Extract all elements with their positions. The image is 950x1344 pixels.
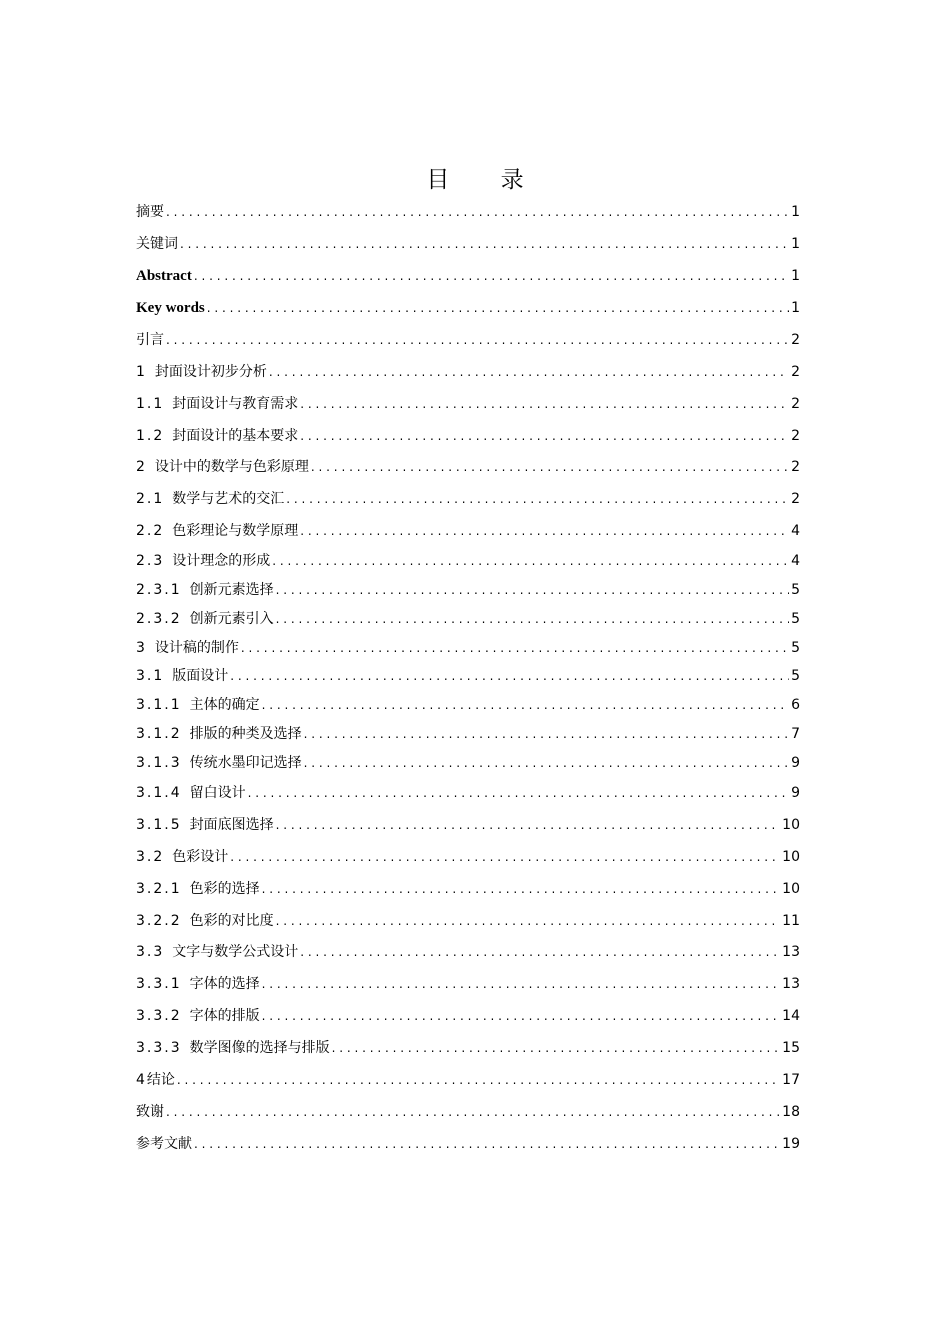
dot-leader — [311, 456, 789, 478]
toc-entry[interactable] — [136, 425, 800, 447]
toc-entry-page-number: 1 — [791, 268, 800, 284]
toc-entry[interactable] — [136, 752, 800, 774]
toc-entry-number: 3.2.2 — [136, 913, 182, 929]
dot-leader — [300, 520, 789, 542]
toc-entry-page-number: 5 — [791, 668, 800, 684]
toc-entry[interactable] — [136, 265, 800, 287]
toc-entry-title: Abstract — [136, 268, 192, 284]
toc-entry[interactable] — [136, 488, 800, 510]
toc-entry-number: 3.2.1 — [136, 881, 182, 897]
toc-entry-label — [136, 637, 239, 659]
toc-entry-label — [136, 878, 260, 900]
dot-leader — [262, 878, 781, 900]
toc-entry-number: 3.1.1 — [136, 697, 182, 713]
toc-entry-title: 数学与艺术的交汇 — [172, 491, 285, 507]
toc-entry-page-number: 14 — [782, 1008, 800, 1024]
toc-entry[interactable] — [136, 665, 800, 687]
toc-entry-title: 封面设计与教育需求 — [172, 396, 299, 412]
dot-leader — [276, 579, 789, 601]
toc-entry-title: 主体的确定 — [189, 697, 260, 713]
toc-entry-label — [136, 608, 274, 630]
toc-entry-number: 3.1 — [136, 668, 165, 684]
dot-leader — [194, 265, 789, 287]
toc-entry-page-number: 5 — [791, 582, 800, 598]
toc-entry[interactable] — [136, 723, 800, 745]
toc-entry[interactable] — [136, 694, 800, 716]
toc-entry-label — [136, 550, 270, 572]
toc-entry[interactable] — [136, 1133, 800, 1155]
toc-entry-title: 版面设计 — [172, 668, 229, 684]
toc-entry[interactable] — [136, 233, 800, 255]
toc-entry-number: 3.1.4 — [136, 785, 182, 801]
toc-entry-number: 1 — [136, 364, 147, 380]
toc-entry-label — [136, 846, 228, 868]
toc-entry-label — [136, 1037, 330, 1059]
toc-entry-title: 色彩的对比度 — [189, 913, 274, 929]
toc-entry[interactable] — [136, 361, 800, 383]
toc-entry-label — [136, 361, 267, 383]
dot-leader — [230, 665, 789, 687]
page-title: 目 录 — [426, 167, 546, 193]
toc-entry[interactable] — [136, 329, 800, 351]
dot-leader — [286, 488, 789, 510]
toc-entry-label — [136, 1101, 164, 1123]
toc-entry[interactable] — [136, 1069, 800, 1091]
toc-entry-number: 3.3 — [136, 944, 165, 960]
toc-entry-label — [136, 973, 260, 995]
toc-entry-title: 创新元素引入 — [189, 611, 274, 627]
toc-entry-number: 3.1.3 — [136, 755, 182, 771]
toc-entry-title: 色彩理论与数学原理 — [172, 523, 299, 539]
toc-entry-title: 设计稿的制作 — [154, 640, 239, 656]
dot-leader — [241, 637, 789, 659]
toc-entry-title: 封面底图选择 — [189, 817, 274, 833]
toc-entry-title: 文字与数学公式设计 — [172, 944, 299, 960]
dot-leader — [304, 723, 789, 745]
toc-entry-number: 3.2 — [136, 849, 165, 865]
dot-leader — [262, 973, 781, 995]
toc-entry-page-number: 10 — [782, 881, 800, 897]
toc-entry-number: 2.1 — [136, 491, 165, 507]
toc-entry-label — [136, 941, 298, 963]
toc-entry-label — [136, 910, 274, 932]
toc-entry-label — [136, 1069, 175, 1091]
toc-entry-title: 结论 — [146, 1072, 175, 1088]
dot-leader — [207, 297, 789, 319]
toc-entry[interactable] — [136, 1101, 800, 1123]
dot-leader — [194, 1133, 780, 1155]
toc-entry[interactable] — [136, 393, 800, 415]
toc-entry-label — [136, 488, 284, 510]
dot-leader — [300, 425, 789, 447]
toc-entry-page-number: 2 — [791, 491, 800, 507]
toc-entry-page-number: 5 — [791, 640, 800, 656]
dot-leader — [166, 1101, 780, 1123]
toc-entry[interactable] — [136, 608, 800, 630]
toc-entry-title: 留白设计 — [189, 785, 246, 801]
toc-entry-label — [136, 297, 205, 319]
toc-entry-page-number: 1 — [791, 204, 800, 220]
toc-entry-page-number: 4 — [791, 523, 800, 539]
dot-leader — [262, 694, 789, 716]
toc-entry-label — [136, 1005, 260, 1027]
toc-entry-title: 色彩设计 — [172, 849, 229, 865]
toc-entry-title: 字体的排版 — [189, 1008, 260, 1024]
toc-entry[interactable] — [136, 973, 800, 995]
toc-entry-title: 设计中的数学与色彩原理 — [154, 459, 309, 475]
toc-entry-page-number: 2 — [791, 459, 800, 475]
dot-leader — [177, 1069, 780, 1091]
toc-entry[interactable] — [136, 637, 800, 659]
toc-entry-title: 排版的种类及选择 — [189, 726, 302, 742]
toc-entry-page-number: 1 — [791, 236, 800, 252]
toc-entry-label — [136, 456, 309, 478]
toc-entry-number: 2 — [136, 459, 147, 475]
dot-leader — [276, 608, 789, 630]
toc-entry[interactable] — [136, 201, 800, 223]
dot-leader — [248, 782, 789, 804]
dot-leader — [269, 361, 789, 383]
toc-entry-label — [136, 425, 298, 447]
toc-entry-label — [136, 520, 298, 542]
toc-entry-number: 3.1.5 — [136, 817, 182, 833]
toc-entry-number: 3.3.1 — [136, 976, 182, 992]
toc-entry[interactable] — [136, 878, 800, 900]
toc-entry-number: 2.3.1 — [136, 582, 182, 598]
toc-entry[interactable] — [136, 456, 800, 478]
toc-entry-number: 2.2 — [136, 523, 165, 539]
toc-entry-page-number: 13 — [782, 944, 800, 960]
toc-entry-label — [136, 579, 274, 601]
toc-entry-number: 2.3.2 — [136, 611, 182, 627]
toc-entry-title: 数学图像的选择与排版 — [189, 1040, 330, 1056]
toc-entry-label — [136, 752, 302, 774]
toc-entry-title: 参考文献 — [136, 1136, 192, 1152]
toc-entry-title: 摘要 — [136, 204, 164, 220]
toc-entry-page-number: 7 — [791, 726, 800, 742]
toc-entry-page-number: 1 — [791, 300, 800, 316]
toc-entry-title: 致谢 — [136, 1104, 164, 1120]
toc-entry-title: Key words — [136, 300, 205, 316]
toc-entry-page-number: 4 — [791, 553, 800, 569]
toc-entry-page-number: 2 — [791, 364, 800, 380]
toc-entry[interactable] — [136, 1005, 800, 1027]
toc-entry-page-number: 5 — [791, 611, 800, 627]
toc-entry-page-number: 10 — [782, 849, 800, 865]
toc-entry-label — [136, 329, 164, 351]
toc-entry[interactable] — [136, 520, 800, 542]
toc-entry-number: 3 — [136, 640, 147, 656]
toc-entry-label — [136, 782, 246, 804]
toc-entry-number: 3.1.2 — [136, 726, 182, 742]
toc-entry-title: 关键词 — [136, 236, 178, 252]
toc-entry-title: 封面设计的基本要求 — [172, 428, 299, 444]
toc-entry-label — [136, 265, 192, 287]
dot-leader — [276, 814, 781, 836]
toc-entry-page-number: 11 — [782, 913, 800, 929]
toc-entry-title: 引言 — [136, 332, 164, 348]
toc-entry-page-number: 17 — [782, 1072, 800, 1088]
dot-leader — [272, 550, 789, 572]
toc-entry-label — [136, 665, 228, 687]
dot-leader — [332, 1037, 781, 1059]
toc-entry-page-number: 2 — [791, 396, 800, 412]
toc-entry-page-number: 2 — [791, 332, 800, 348]
toc-entry-number: 1.1 — [136, 396, 165, 412]
toc-entry[interactable] — [136, 550, 800, 572]
toc-entry[interactable] — [136, 782, 800, 804]
toc-entry[interactable] — [136, 846, 800, 868]
toc-entry-page-number: 2 — [791, 428, 800, 444]
dot-leader — [300, 941, 780, 963]
dot-leader — [180, 233, 789, 255]
toc-entry[interactable] — [136, 941, 800, 963]
toc-entry-title: 设计理念的形成 — [172, 553, 271, 569]
toc-entry-label — [136, 723, 302, 745]
dot-leader — [262, 1005, 781, 1027]
toc-entry-page-number: 6 — [791, 697, 800, 713]
toc-entry-page-number: 19 — [782, 1136, 800, 1152]
dot-leader — [304, 752, 789, 774]
toc-entry-number: 2.3 — [136, 553, 165, 569]
toc-entry[interactable] — [136, 579, 800, 601]
toc-entry-label — [136, 201, 164, 223]
dot-leader — [276, 910, 781, 932]
toc-entry-title: 色彩的选择 — [189, 881, 260, 897]
toc-entry-title: 传统水墨印记选择 — [189, 755, 302, 771]
toc-entry-title: 字体的选择 — [189, 976, 260, 992]
dot-leader — [166, 201, 789, 223]
dot-leader — [166, 329, 789, 351]
toc-entry-page-number: 9 — [791, 755, 800, 771]
toc-entry-page-number: 13 — [782, 976, 800, 992]
toc-entry[interactable] — [136, 910, 800, 932]
toc-entry-label — [136, 393, 298, 415]
toc-entry-page-number: 18 — [782, 1104, 800, 1120]
toc-entry-page-number: 9 — [791, 785, 800, 801]
toc-entry-number: 1.2 — [136, 428, 165, 444]
toc-entry-title: 封面设计初步分析 — [154, 364, 267, 380]
toc-entry-number: 3.3.3 — [136, 1040, 182, 1056]
toc-entry[interactable] — [136, 297, 800, 319]
toc-entry[interactable] — [136, 814, 800, 836]
toc-entry-label — [136, 814, 274, 836]
toc-entry-page-number: 10 — [782, 817, 800, 833]
toc-entry-label — [136, 694, 260, 716]
toc-entry-page-number: 15 — [782, 1040, 800, 1056]
toc-entry-number: 4 — [136, 1072, 147, 1088]
toc-entry-title: 创新元素选择 — [189, 582, 274, 598]
toc-entry[interactable] — [136, 1037, 800, 1059]
toc-entry-label — [136, 233, 178, 255]
dot-leader — [300, 393, 789, 415]
toc-entry-label — [136, 1133, 192, 1155]
dot-leader — [230, 846, 780, 868]
toc-entry-number: 3.3.2 — [136, 1008, 182, 1024]
